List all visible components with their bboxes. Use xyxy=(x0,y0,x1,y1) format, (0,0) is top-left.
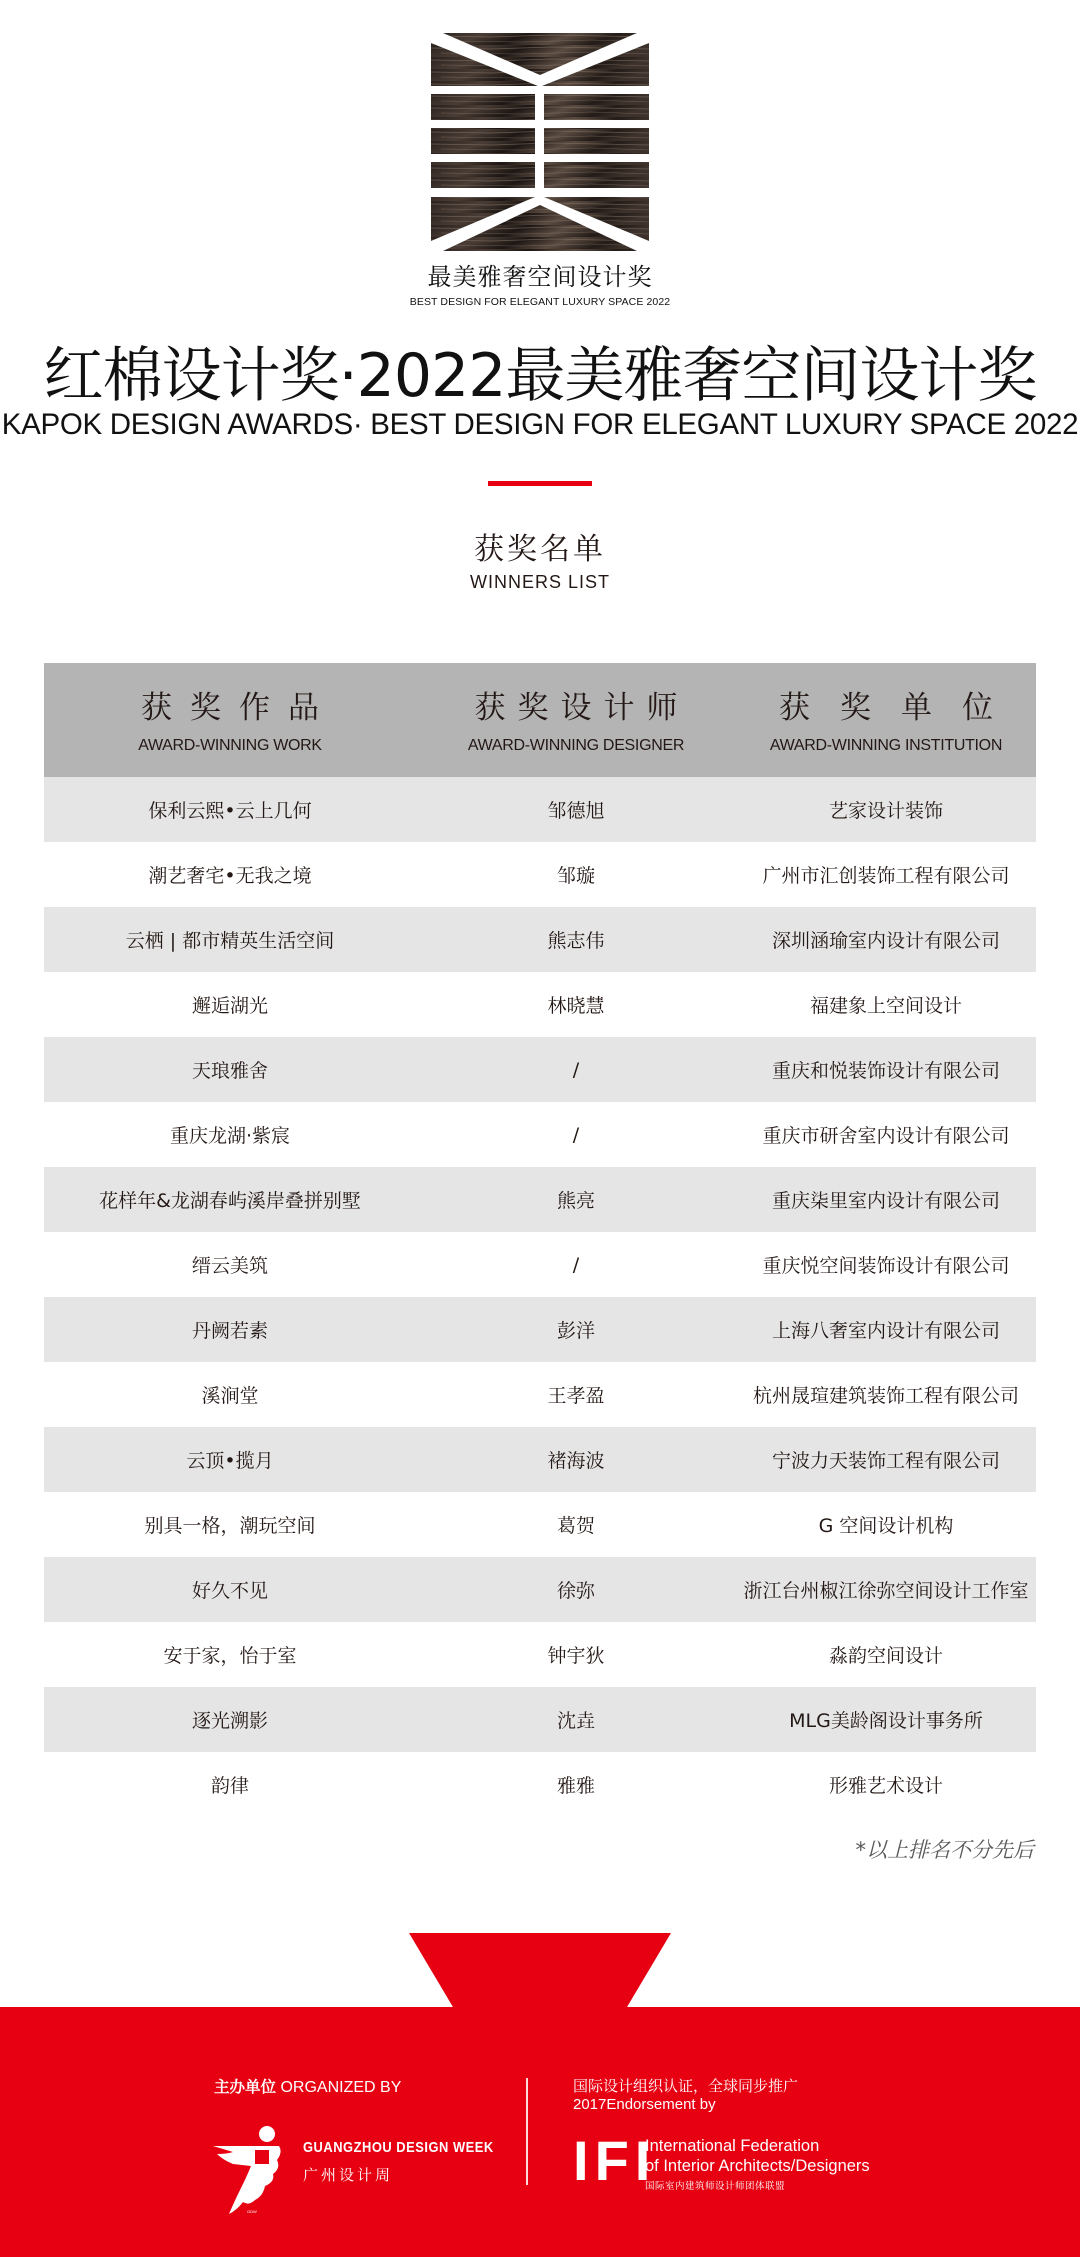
table-row xyxy=(44,1167,1036,1232)
cell-institution: MLG美龄阁设计事务所 xyxy=(789,1710,983,1732)
ifi-logo-icon xyxy=(573,2129,650,2192)
cell-designer: 沈垚 xyxy=(556,1710,595,1732)
organizer-label xyxy=(214,2075,401,2097)
page-subtitle: KAPOK DESIGN AWARDS· BEST DESIGN FOR ELEGANT LUXURY SPACE 2022 xyxy=(1,408,1079,441)
cell-institution: 杭州晟瑄建筑装饰工程有限公司 xyxy=(752,1385,1019,1407)
table-body xyxy=(44,777,1036,1817)
cell-institution: 广州市汇创装饰工程有限公司 xyxy=(762,865,1010,887)
cell-work: 云栖 | 都市精英生活空间 xyxy=(125,930,335,952)
ifi-name-line1: International Federation xyxy=(645,2137,820,2155)
marble-stripes-logo-icon xyxy=(431,33,649,251)
cell-work: 天琅雅舍 xyxy=(191,1060,268,1082)
table-header xyxy=(44,663,1036,777)
cell-designer: / xyxy=(572,1058,580,1081)
organizer-name-cn: 广州设计周 xyxy=(303,2166,394,2184)
organizer-label-en: ORGANIZED BY xyxy=(276,2079,402,2096)
cell-designer: 熊志伟 xyxy=(547,930,605,952)
column-header-designer xyxy=(416,663,736,777)
table-row xyxy=(44,842,1036,907)
cell-designer: 林晓慧 xyxy=(547,995,605,1017)
cell-work: 重庆龙湖·紫宸 xyxy=(169,1125,291,1147)
cell-institution: 形雅艺术设计 xyxy=(828,1775,943,1797)
cell-designer: 王孝盈 xyxy=(547,1385,605,1407)
cell-work: 邂逅湖光 xyxy=(191,995,268,1017)
endorsement-en: 2017Endorsement by xyxy=(573,2096,716,2113)
section-title: 获奖名单 xyxy=(474,532,606,567)
cell-institution: G 空间设计机构 xyxy=(818,1515,954,1537)
column-header-cn: 获奖单位 xyxy=(779,690,1023,726)
cell-designer: 熊亮 xyxy=(556,1190,595,1212)
cell-work: 潮艺奢宅•无我之境 xyxy=(148,865,312,887)
cell-institution: 深圳涵瑜室内设计有限公司 xyxy=(771,930,1000,952)
cell-work: 云顶•揽月 xyxy=(186,1450,274,1472)
table-row xyxy=(44,1557,1036,1622)
table-row xyxy=(44,1622,1036,1687)
cell-designer: / xyxy=(572,1253,580,1276)
cell-designer: 雅雅 xyxy=(556,1775,595,1797)
column-header-en: AWARD-WINNING DESIGNER xyxy=(467,737,685,754)
cell-institution: 浙江台州椒江徐弥空间设计工作室 xyxy=(743,1580,1029,1602)
cell-institution: 重庆悦空间装饰设计有限公司 xyxy=(762,1255,1010,1277)
cell-work: 丹阙若素 xyxy=(191,1320,268,1342)
ifi-name-cn: 国际室内建筑师设计师团体联盟 xyxy=(645,2181,786,2192)
table-row xyxy=(44,972,1036,1037)
cell-work: 安于家，怡于室 xyxy=(163,1645,297,1667)
cell-work: 溪涧堂 xyxy=(201,1385,259,1407)
cell-designer: 钟宇狄 xyxy=(547,1645,605,1667)
cell-institution: 重庆和悦装饰设计有限公司 xyxy=(771,1060,1000,1082)
cell-work: 花样年&龙湖春屿溪岸叠拼别墅 xyxy=(99,1190,361,1212)
table-row xyxy=(44,1492,1036,1557)
cell-work: 韵律 xyxy=(210,1775,249,1797)
column-header-work xyxy=(44,663,416,777)
organizer-label-cn: 主办单位 xyxy=(214,2078,277,2096)
table-row xyxy=(44,907,1036,972)
table-row xyxy=(44,1427,1036,1492)
cell-designer: / xyxy=(572,1123,580,1146)
cell-institution: 宁波力天装饰工程有限公司 xyxy=(771,1450,1000,1472)
table-row xyxy=(44,1102,1036,1167)
table-row xyxy=(44,1752,1036,1817)
cell-institution: 福建象上空间设计 xyxy=(809,995,962,1017)
cell-work: 好久不见 xyxy=(191,1580,268,1602)
gdw-runner-logo-icon xyxy=(213,2124,289,2214)
svg-text:GDW: GDW xyxy=(247,2209,257,2214)
table-row xyxy=(44,1232,1036,1297)
cell-designer: 彭洋 xyxy=(556,1320,595,1342)
cell-institution: 淼韵空间设计 xyxy=(828,1645,943,1667)
table-row xyxy=(44,777,1036,842)
column-header-en: AWARD-WINNING WORK xyxy=(138,737,322,754)
ifi-letter: I xyxy=(634,2129,650,2192)
footer-notch xyxy=(409,1933,671,2008)
cell-designer: 葛贺 xyxy=(556,1515,595,1537)
cell-designer: 邹德旭 xyxy=(547,800,605,822)
endorsement-cn: 国际设计组织认证，全球同步推广 xyxy=(573,2077,799,2095)
cell-institution: 重庆柒里室内设计有限公司 xyxy=(771,1190,1000,1212)
column-header-cn: 获奖设计师 xyxy=(474,690,690,726)
footer-band xyxy=(0,2007,1080,2257)
winners-table xyxy=(44,663,1036,1817)
logo-caption-cn: 最美雅奢空间设计奖 xyxy=(427,263,653,291)
cell-designer: 褚海波 xyxy=(547,1450,605,1472)
page-title: 红棉设计奖·2022最美雅奢空间设计奖 xyxy=(43,341,1037,411)
cell-designer: 徐弥 xyxy=(556,1580,595,1602)
footer-divider xyxy=(526,2078,528,2185)
column-header-institution xyxy=(736,663,1036,777)
table-row xyxy=(44,1037,1036,1102)
column-header-cn: 获奖作品 xyxy=(141,690,337,726)
organizer-name-en: GUANGZHOU DESIGN WEEK xyxy=(303,2139,494,2156)
table-row xyxy=(44,1297,1036,1362)
logo-caption-en: BEST DESIGN FOR ELEGANT LUXURY SPACE 2022 xyxy=(409,296,671,308)
section-subtitle: WINNERS LIST xyxy=(469,572,610,592)
cell-work: 逐光溯影 xyxy=(191,1710,268,1732)
cell-institution: 重庆市研舍室内设计有限公司 xyxy=(762,1125,1010,1147)
cell-work: 缙云美筑 xyxy=(191,1255,268,1277)
cell-institution: 上海八奢室内设计有限公司 xyxy=(771,1320,1000,1342)
cell-institution: 艺家设计装饰 xyxy=(828,800,943,822)
cell-work: 保利云熙•云上几何 xyxy=(148,800,312,822)
ifi-name-line2: of Interior Architects/Designers xyxy=(645,2157,870,2175)
ranking-footnote: *以上排名不分先后 xyxy=(855,1838,1034,1862)
ifi-letter: F xyxy=(594,2129,628,2192)
cell-work: 别具一格，潮玩空间 xyxy=(144,1515,316,1537)
cell-designer: 邹璇 xyxy=(556,865,595,887)
ifi-letter: I xyxy=(573,2129,588,2192)
accent-divider xyxy=(488,481,592,486)
table-row xyxy=(44,1362,1036,1427)
column-header-en: AWARD-WINNING INSTITUTION xyxy=(769,737,1003,754)
table-row xyxy=(44,1687,1036,1752)
